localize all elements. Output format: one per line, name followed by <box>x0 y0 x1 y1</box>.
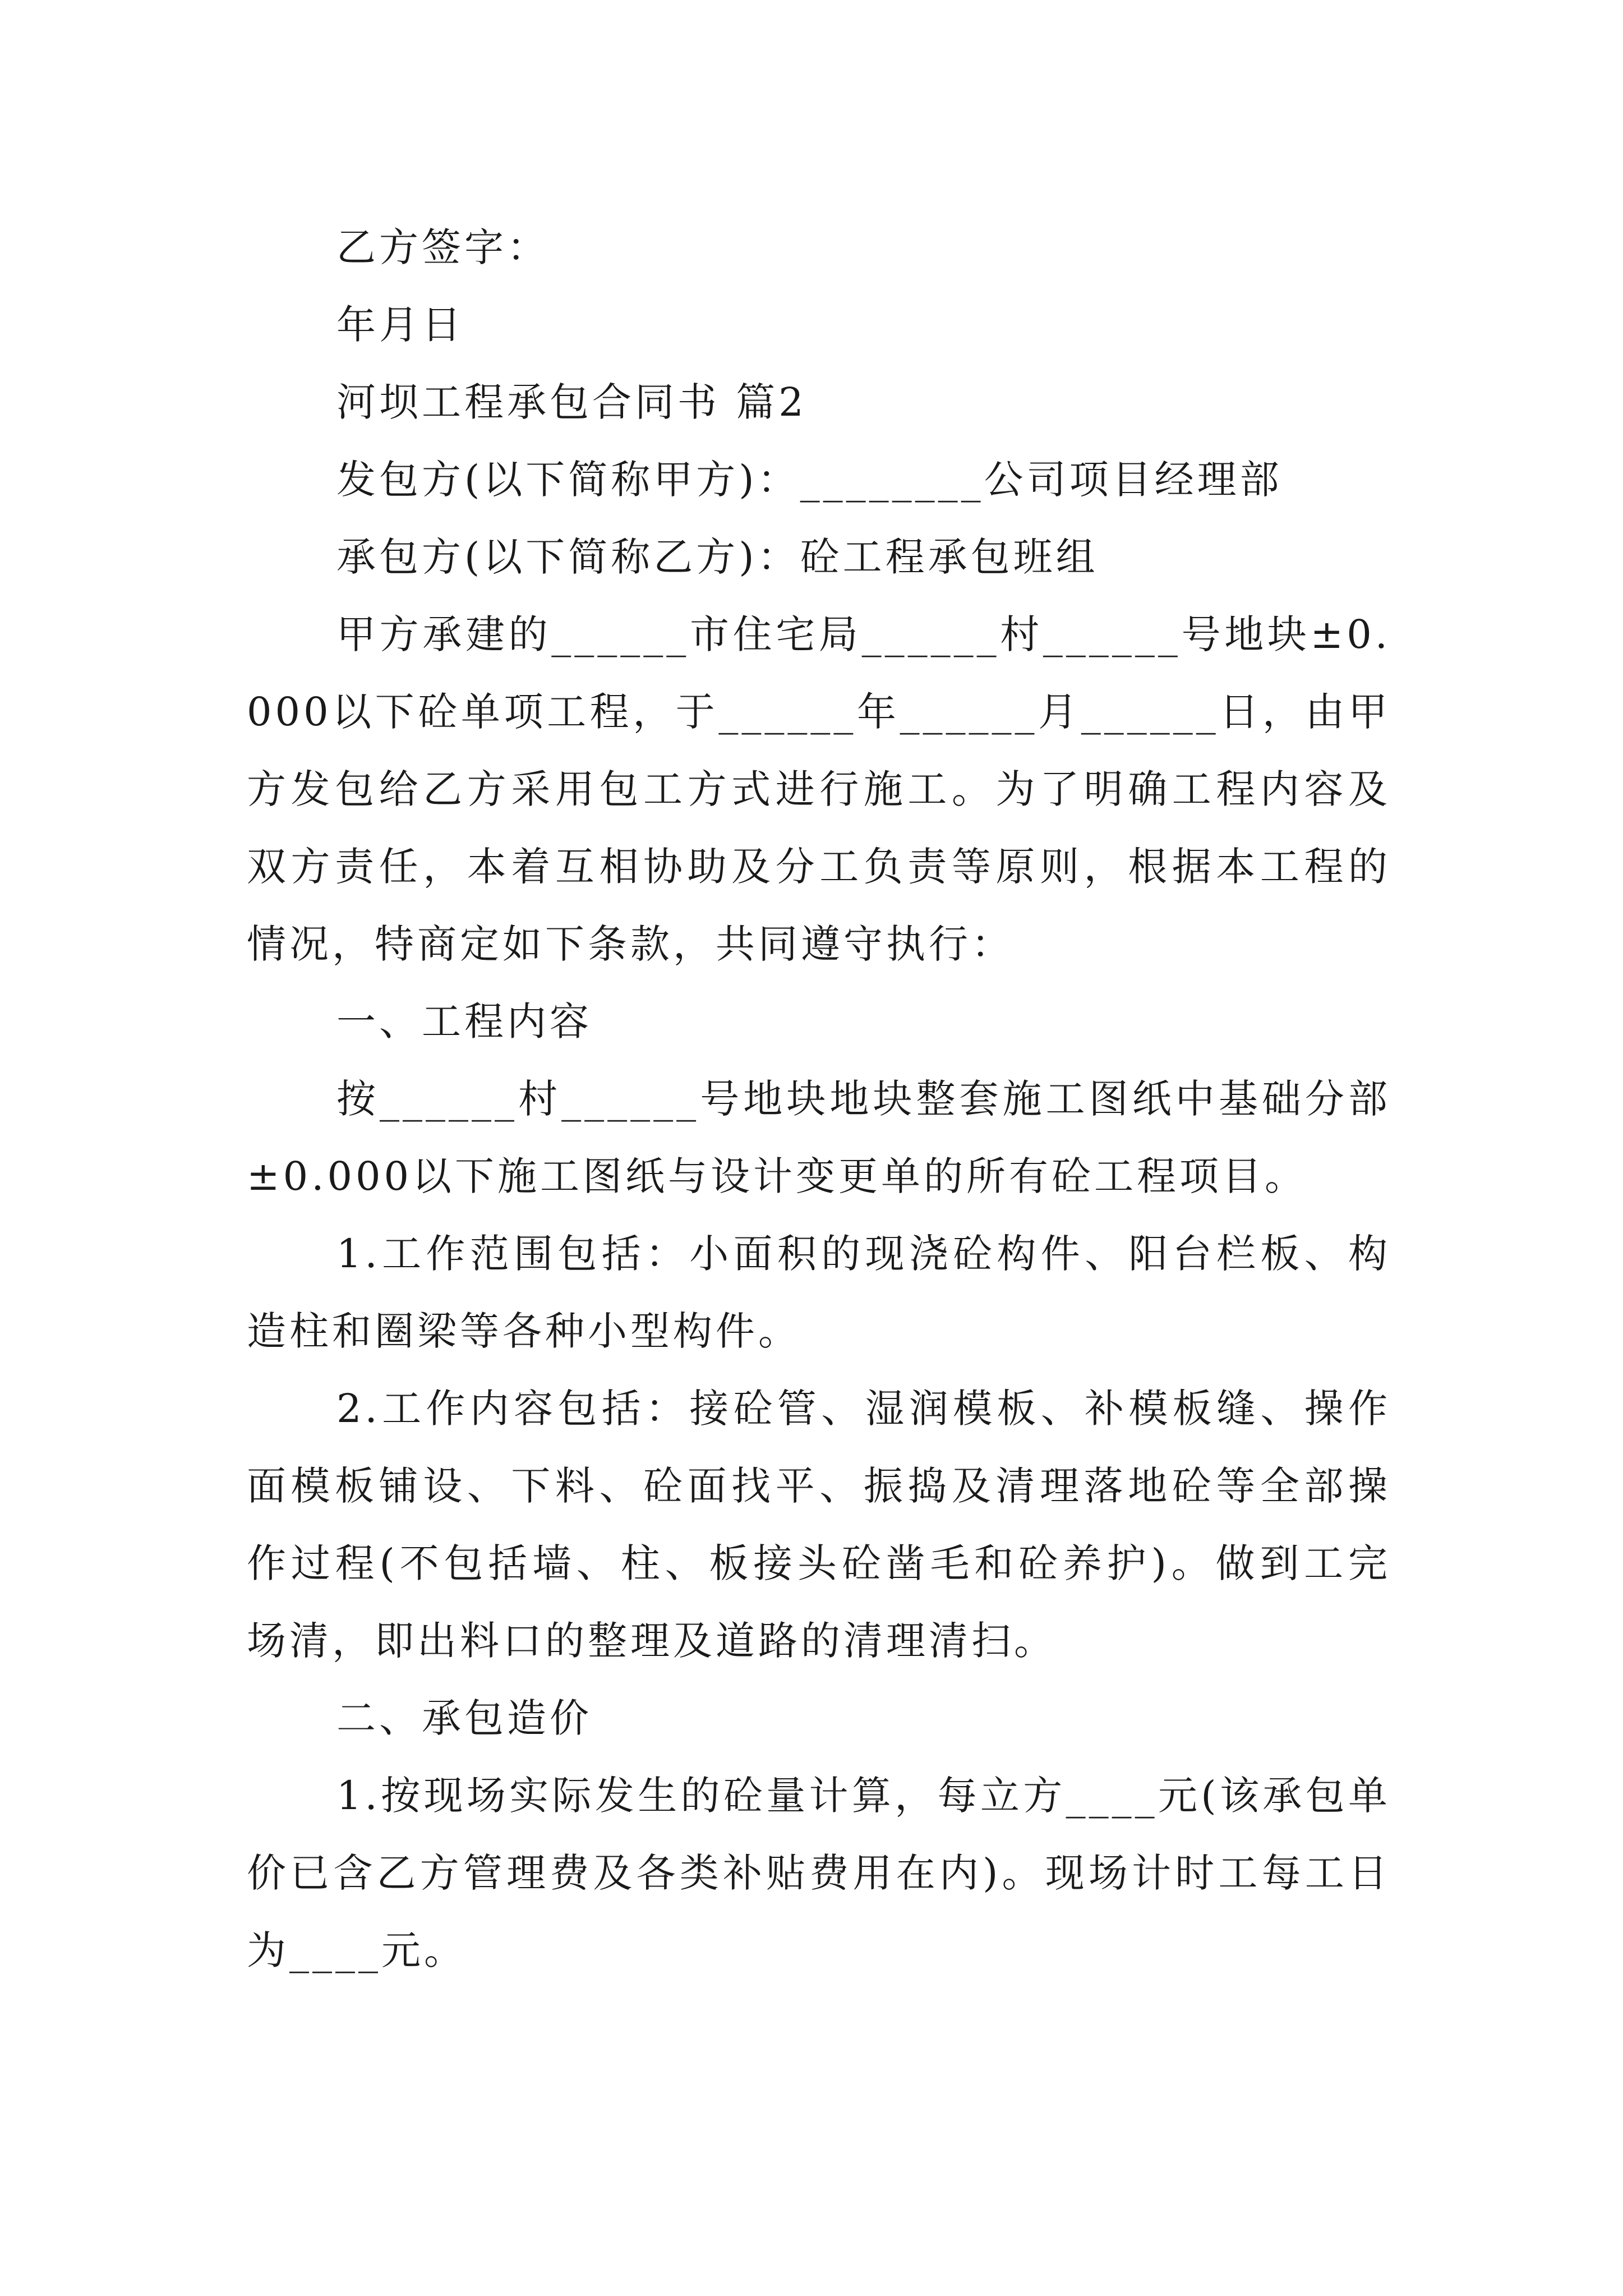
scope-item-1: 1.工作范围包括：小面积的现浇砼构件、阳台栏板、构造柱和圈梁等各种小型构件。 <box>247 1231 1391 1354</box>
signature-date: 年月日 <box>336 302 464 348</box>
price-item-1: 1.按现场实际发生的砼量计算，每立方____元(该承包单价已含乙方管理费及各类补贴费用在内)。现场计时工每工日为____元。 <box>247 1773 1391 1973</box>
intro-paragraph: 甲方承建的______市住宅局______村______号地块±0.000以下砼单项工程，于______年______月______日，由甲方发包给乙方采用包工方式进行施工。为了明确工程内容及双方责任，本着互相协助及分工负责等原则，根据本工程的情况，特商定如下条款，共同遵守执行： <box>247 611 1391 967</box>
signature-party-b: 乙方签字： <box>336 224 550 270</box>
section-heading-scope: 一、工程内容 <box>336 999 592 1045</box>
scope-item-2: 2.工作内容包括：接砼管、湿润模板、补模板缝、操作面模板铺设、下料、砼面找平、振捣及清理落地砼等全部操作过程(不包括墙、柱、板接头砼凿毛和砼养护)。做到工完场清，即出料口的整理及道路的清理清扫。 <box>247 1386 1391 1664</box>
contract-title: 河坝工程承包合同书 篇2 <box>336 379 807 425</box>
party-a-line: 发包方(以下简称甲方)：________公司项目经理部 <box>336 457 1283 503</box>
section-heading-price: 二、承包造价 <box>336 1695 592 1741</box>
party-b-line: 承包方(以下简称乙方)：砼工程承包班组 <box>336 534 1099 580</box>
document-body <box>247 209 1391 1989</box>
scope-paragraph: 按______村______号地块地块整套施工图纸中基础分部±0.000以下施工图纸与设计变更单的所有砼工程项目。 <box>247 1076 1391 1199</box>
